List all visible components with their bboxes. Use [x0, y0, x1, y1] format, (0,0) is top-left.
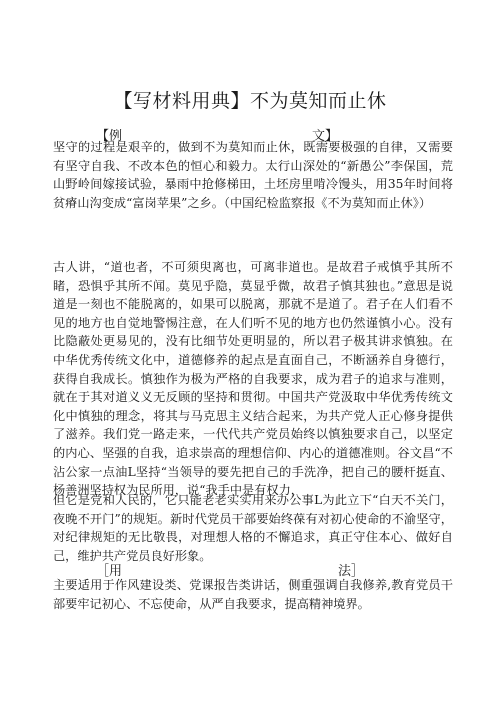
- usage-text: 主要适用于作风建设类、党课报告类讲话，侧重强调自我修养,教育党员干部要牢记初心、不忘使命，从严自我要求，提高精神境界。: [53, 578, 453, 611]
- body-paragraph-1: 古人讲，“道也者，不可须臾离也，可离非道也。是故君子戒慎乎其所不睹，恐惧乎其所不闻。莫见乎隐，莫显乎微，故君子慎其独也。”意思是说道是一刻也不能脱离的，如果可以脱离，那就不是道了。君子在人们看不见的地方也自觉地警惕注意，在人们听不见的地方也仍然谨慎小心。没有比隐蔽处更易见的，没有比细节处更明显的，所以君子极其讲求慎独。在中华优秀传统文化中，道德修养的起点是直面自己，不断涵养自身德行，获得自我成长。慎独作为极为严格的自我要求，成为君子的追求与准则，就在于其对道义义无反顾的坚持和贯彻。中国共产党汲取中华优秀传统文化中慎独的理念，将其与马克思主义结合起来，为共产党人正心修身提供了滋养。我们党一路走来，一代代共产党员始终以慎独要求自己，以坚定的内心、坚强的自我，追求崇高的理想信仰、内心的道德准则。谷文昌“不沾公家一点油L坚持“当领导的要先把自己的手洗净，把自己的腰杆挺直、杨善洲坚持权为民所用，说“我手中是有权力，: [53, 260, 453, 498]
- body-paragraph-2: 但它是党和人民的，它只能老老实实用来办公事L为此立下“白天不关门，夜晚不开门”的规矩。新时代党员干部要始终葆有对初心使命的不渝坚守，对纪律规矩的无比敬畏，对理想人格的不懈追求，真正守住本心、做好自己，维护共产党员良好形象。: [53, 493, 453, 563]
- page-title: 【写材料用典】不为莫知而止休: [113, 90, 387, 112]
- example-label-left: 【例: [96, 129, 123, 144]
- usage-label-left: ［用: [96, 564, 123, 579]
- example-text: 坚守的过程是艰辛的，做到不为莫知而止休，既需要极强的自律，又需要有坚守自我、不改本色的恒心和毅力。太行山深处的“新愚公”李保国，荒山野岭间嫁接试验，暴雨中抢修梯田，土坯房里啃冷馒头，用35年时间将贫瘠山沟变成“富岗苹果”之乡。（中国纪检监察报《不为莫知而止休》）: [53, 140, 453, 210]
- example-label-right: 文】: [312, 129, 339, 144]
- usage-label-right: 法］: [338, 564, 365, 579]
